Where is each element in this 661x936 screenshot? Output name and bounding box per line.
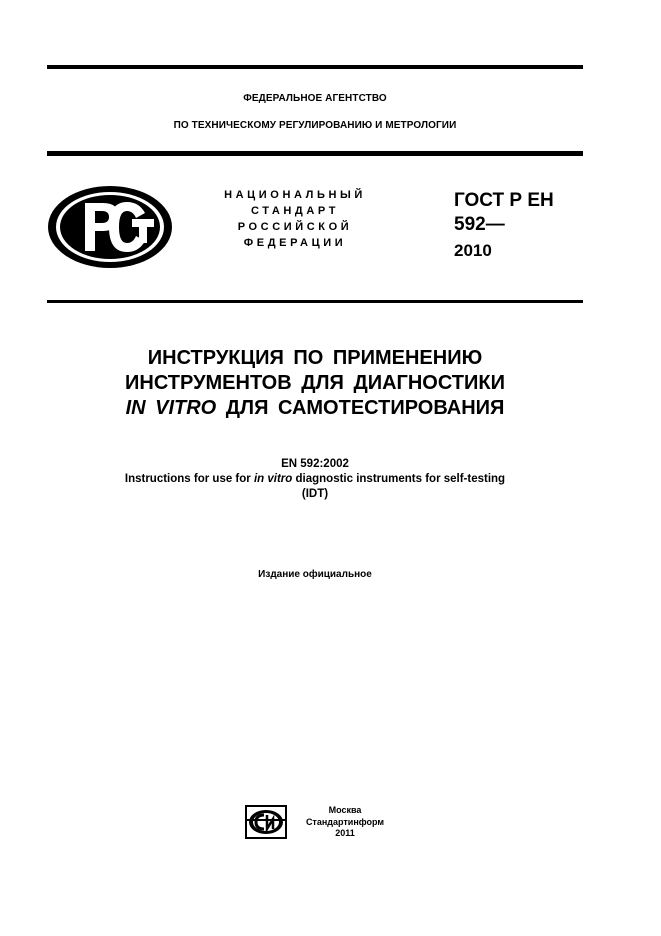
header-rule [47, 151, 583, 156]
standartinform-logo-icon [245, 805, 287, 839]
publisher-city: Москва [328, 805, 362, 815]
top-rule [47, 65, 583, 69]
gost-number-line-2: 592— [454, 214, 505, 235]
gost-number-line-1: ГОСТ Р ЕН [454, 190, 554, 211]
national-line-2: СТАНДАРТ [250, 205, 340, 217]
national-line-4: ФЕДЕРАЦИИ [243, 237, 347, 249]
en-standard-code: EN 592:2002 [281, 458, 349, 470]
publisher-name: Стандартинформ [305, 816, 385, 827]
publisher-year: 2011 [335, 828, 355, 838]
national-line-1: НАЦИОНАЛЬНЫЙ [224, 189, 366, 201]
official-edition-label: Издание официальное [258, 569, 372, 580]
document-title [47, 346, 583, 421]
national-standard-label [200, 187, 390, 251]
title-line-3 [47, 396, 583, 421]
en-idt: (IDT) [301, 488, 329, 500]
agency-name-line-1: ФЕДЕРАЛЬНОЕ АГЕНТСТВО [243, 93, 387, 104]
agency-name-line-2: ПО ТЕХНИЧЕСКОМУ РЕГУЛИРОВАНИЮ И МЕТРОЛОГИИ [173, 120, 457, 131]
title-line-3-rest: ДЛЯ САМОТЕСТИРОВАНИЯ [216, 397, 505, 419]
gost-year: 2010 [454, 241, 492, 260]
en-title-suffix: diagnostic instruments for self-testing [292, 473, 506, 485]
gost-designation [454, 189, 594, 263]
en-title-prefix: Instructions for use for [124, 473, 254, 485]
title-line-1: ИНСТРУКЦИЯ ПО ПРИМЕНЕНИЮ [147, 347, 483, 369]
standard-block-rule [47, 300, 583, 303]
english-reference [47, 457, 583, 502]
title-in-vitro: IN VITRO [125, 397, 217, 419]
rst-certification-mark-icon [45, 183, 175, 271]
en-title [47, 472, 583, 487]
title-line-2: ИНСТРУМЕНТОВ ДЛЯ ДИАГНОСТИКИ [125, 372, 505, 394]
publisher-info [290, 805, 400, 840]
national-line-3: РОССИЙСКОЙ [237, 221, 353, 233]
en-title-italic: in vitro [253, 473, 293, 485]
